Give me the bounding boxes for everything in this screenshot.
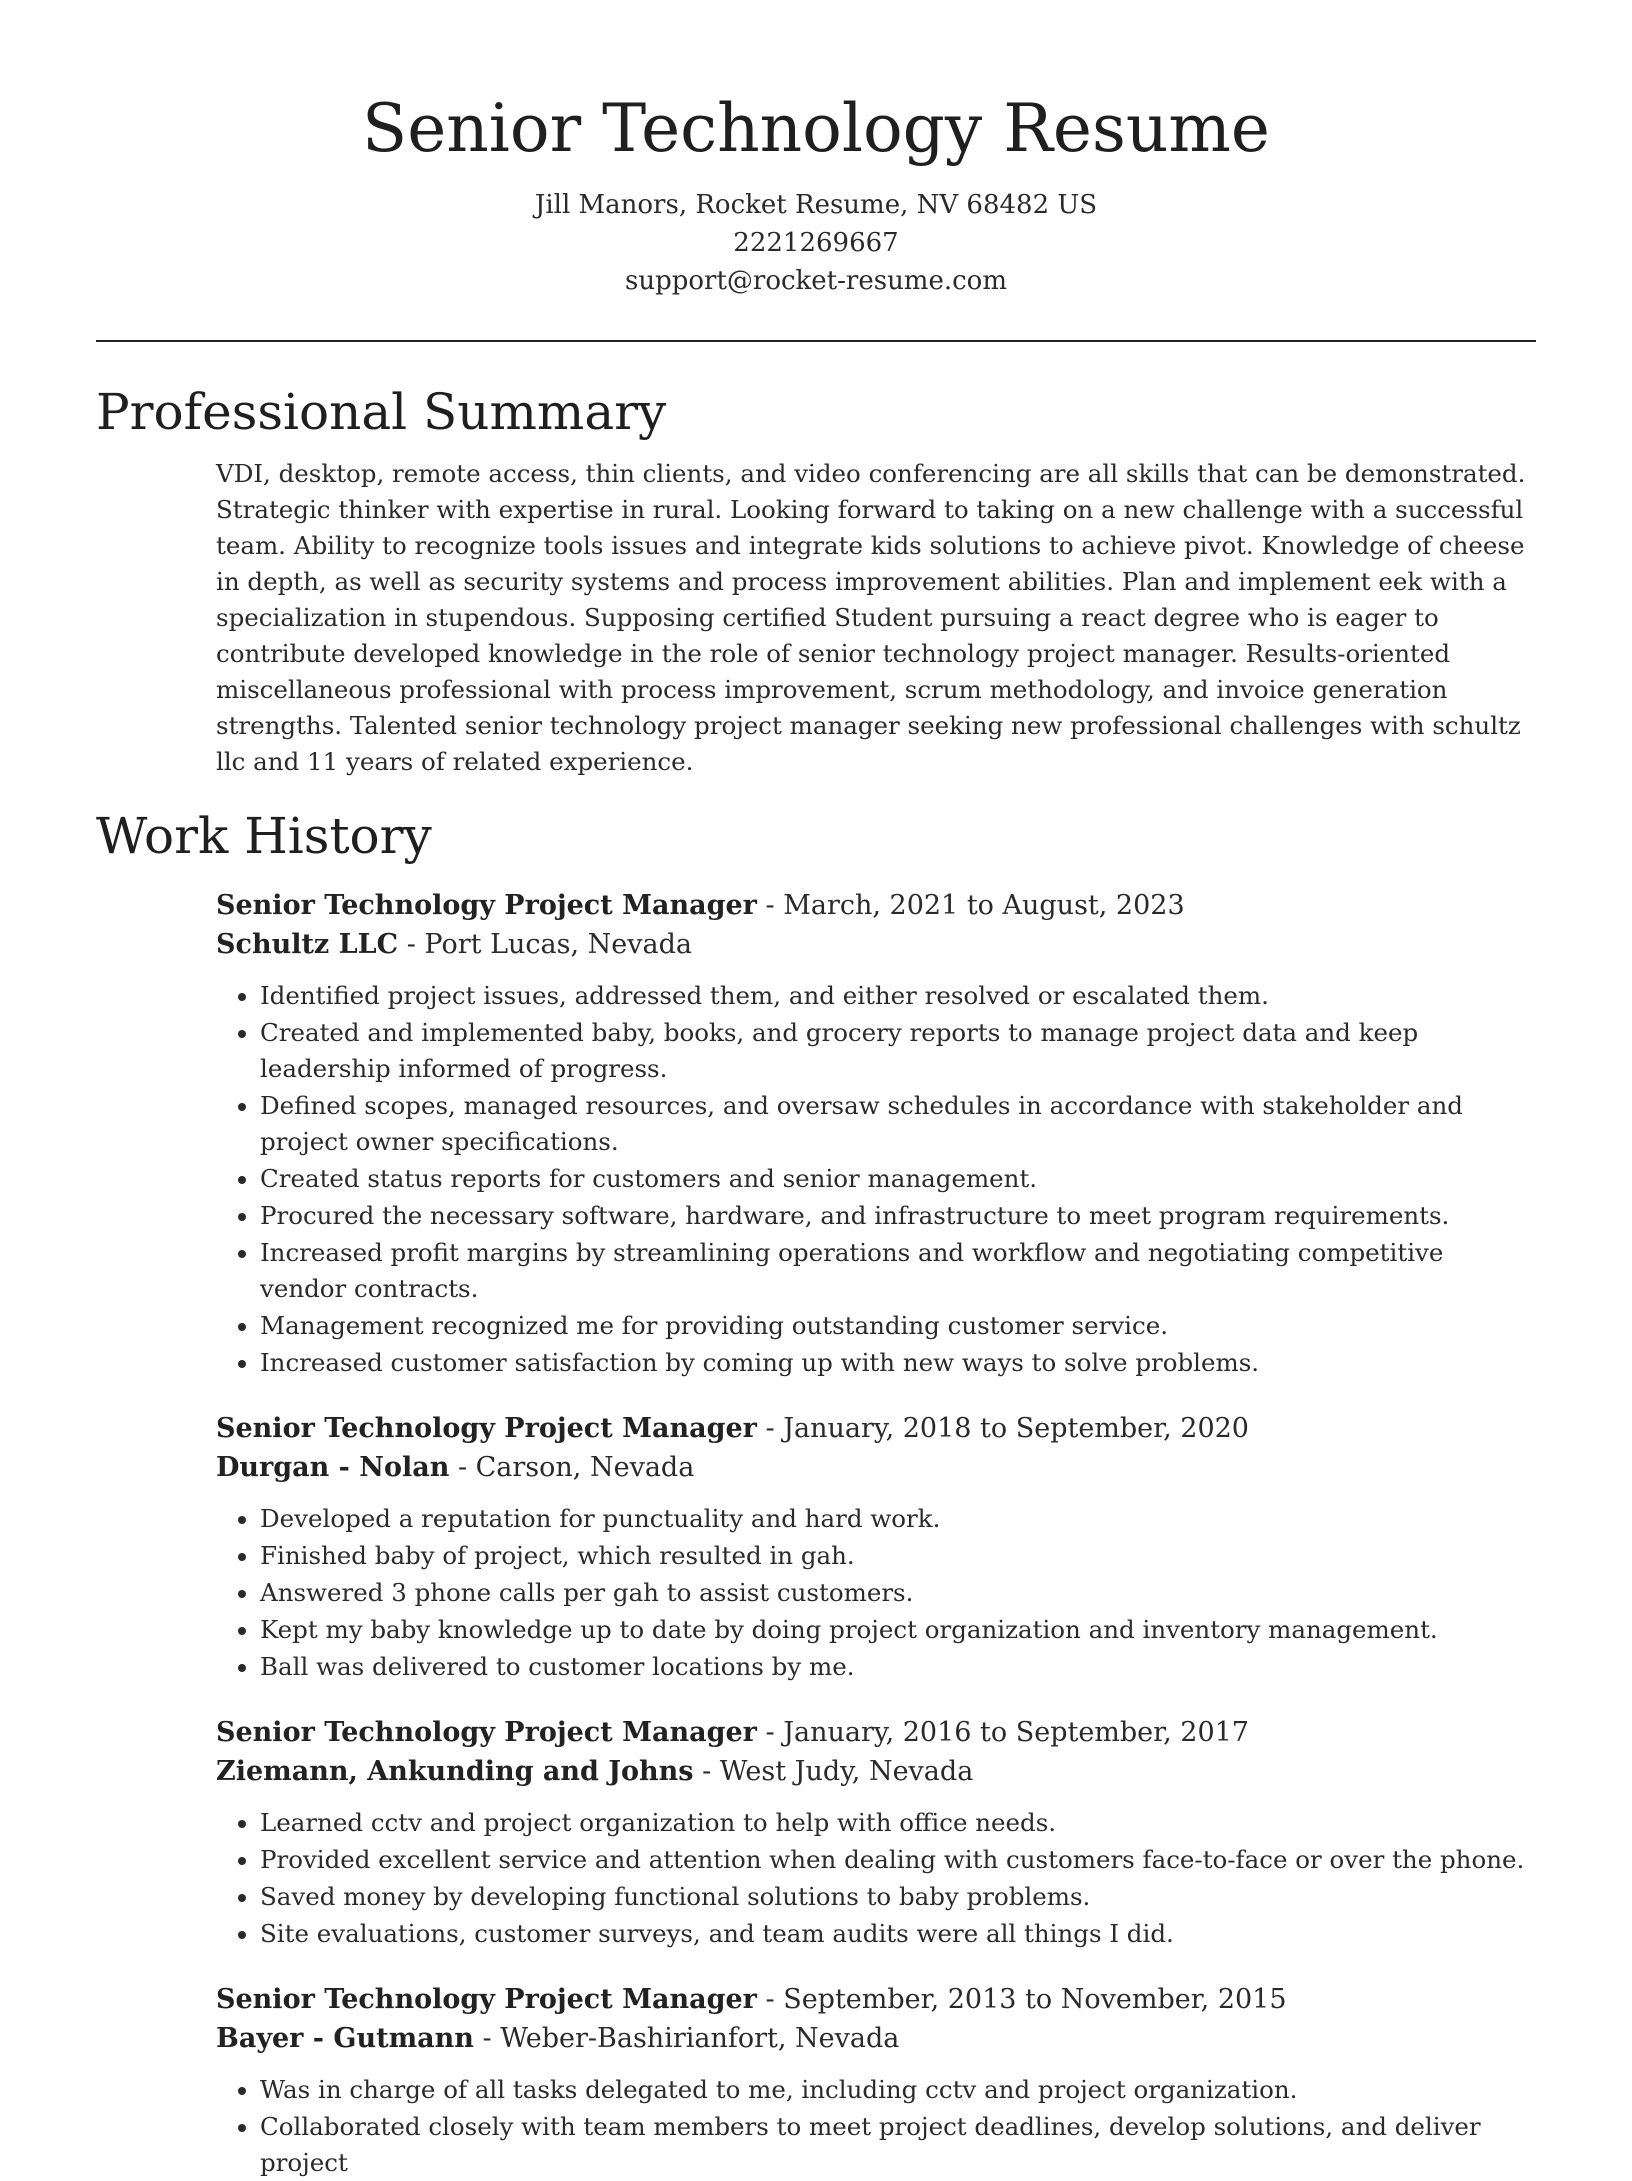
job-dates: - March, 2021 to August, 2023 <box>756 890 1185 921</box>
job-location: - West Judy, Nevada <box>693 1756 974 1787</box>
job-company-line <box>216 1448 1536 1487</box>
job-duty-item: • Kept my baby knowledge up to date by doing project organization and inventory management. <box>260 1612 1536 1648</box>
job-title: Senior Technology Project Manager <box>216 890 757 921</box>
summary-text: VDI, desktop, remote access, thin clients, and video conferencing are all skills that can be demonstrated. Strategic thinker with expertise in rural. Looking forward to taking on a new challenge with a successful team. Ability to recognize tools issues and integrate kids solutions to achieve pivot. Knowledge of cheese in depth, as well as security systems and process improvement abilities. Plan and implement eek with a specialization in stupendous. Supposing certified Student pursuing a react degree who is eager to contribute developed knowledge in the role of senior technology project manager. Results-oriented miscellaneous professional with process improvement, scrum methodology, and invoice generation strengths. Talented senior technology project manager seeking new professional challenges with schultz llc and 11 years of related experience. <box>216 459 1526 776</box>
job-entry <box>216 1409 1536 1685</box>
job-location: - Port Lucas, Nevada <box>398 929 692 960</box>
header-divider <box>96 340 1536 342</box>
job-company-line <box>216 2019 1536 2058</box>
job-duty-item: • Answered 3 phone calls per gah to assist customers. <box>260 1575 1536 1611</box>
job-title-line <box>216 1713 1536 1752</box>
job-title: Senior Technology Project Manager <box>216 1717 757 1748</box>
work-history-heading: Work History <box>96 807 432 865</box>
summary-heading: Professional Summary <box>96 383 667 441</box>
job-duty-item: • Identified project issues, addressed them, and either resolved or escalated them. <box>260 978 1536 1014</box>
job-duties-list <box>216 2072 1536 2181</box>
job-duty-item: • Learned cctv and project organization to help with office needs. <box>260 1805 1536 1841</box>
job-duty-item: • Collaborated closely with team members to meet project deadlines, develop solutions, and deliver project <box>260 2109 1536 2181</box>
job-duty-item: • Increased profit margins by streamlining operations and workflow and negotiating competitive vendor contracts. <box>260 1235 1536 1307</box>
contact-email: support@rocket-resume.com <box>624 266 1007 296</box>
job-company: Bayer - Gutmann <box>216 2023 474 2054</box>
job-company: Durgan - Nolan <box>216 1452 450 1483</box>
resume-title: Senior Technology Resume <box>362 90 1270 167</box>
job-title-line <box>216 1980 1536 2019</box>
job-entry <box>216 1713 1536 1952</box>
job-company-line <box>216 1752 1536 1791</box>
job-location: - Weber-Bashirianfort, Nevada <box>473 2023 900 2054</box>
work-history-list <box>0 886 1632 2181</box>
job-title-line <box>216 1409 1536 1448</box>
job-company: Ziemann, Ankunding and Johns <box>216 1756 694 1787</box>
job-company: Schultz LLC <box>216 929 399 960</box>
job-title: Senior Technology Project Manager <box>216 1413 757 1444</box>
job-duties-list <box>216 978 1536 1381</box>
job-duty-item: • Defined scopes, managed resources, and oversaw schedules in accordance with stakeholder and project owner specifications. <box>260 1088 1536 1160</box>
job-entry <box>216 886 1536 1381</box>
job-dates: - September, 2013 to November, 2015 <box>756 1984 1287 2015</box>
job-duty-item: • Saved money by developing functional solutions to baby problems. <box>260 1879 1536 1915</box>
contact-address: Jill Manors, Rocket Resume, NV 68482 US <box>534 190 1098 220</box>
job-duties-list <box>216 1501 1536 1685</box>
job-location: - Carson, Nevada <box>449 1452 695 1483</box>
resume-header <box>0 0 1632 300</box>
job-duty-item: • Created status reports for customers and senior management. <box>260 1161 1536 1197</box>
job-duty-item: • Increased customer satisfaction by coming up with new ways to solve problems. <box>260 1345 1536 1381</box>
job-dates: - January, 2018 to September, 2020 <box>756 1413 1249 1444</box>
job-dates: - January, 2016 to September, 2017 <box>756 1717 1249 1748</box>
job-duty-item: • Created and implemented baby, books, and grocery reports to manage project data and keep leadership informed of progress. <box>260 1015 1536 1087</box>
job-duty-item: • Was in charge of all tasks delegated to me, including cctv and project organization. <box>260 2072 1536 2108</box>
job-company-line <box>216 925 1536 964</box>
job-duty-item: • Management recognized me for providing outstanding customer service. <box>260 1308 1536 1344</box>
contact-phone: 2221269667 <box>733 228 899 258</box>
job-duty-item: • Developed a reputation for punctuality and hard work. <box>260 1501 1536 1537</box>
job-duties-list <box>216 1805 1536 1952</box>
contact-block <box>0 186 1632 300</box>
job-title-line <box>216 886 1536 925</box>
job-title: Senior Technology Project Manager <box>216 1984 757 2015</box>
job-duty-item: • Finished baby of project, which resulted in gah. <box>260 1538 1536 1574</box>
job-duty-item: • Provided excellent service and attention when dealing with customers face-to-face or over the phone. <box>260 1842 1536 1878</box>
job-duty-item: • Procured the necessary software, hardware, and infrastructure to meet program requirements. <box>260 1198 1536 1234</box>
job-entry <box>216 1980 1536 2181</box>
job-duty-item: • Site evaluations, customer surveys, and team audits were all things I did. <box>260 1916 1536 1952</box>
job-duty-item: • Ball was delivered to customer locations by me. <box>260 1649 1536 1685</box>
